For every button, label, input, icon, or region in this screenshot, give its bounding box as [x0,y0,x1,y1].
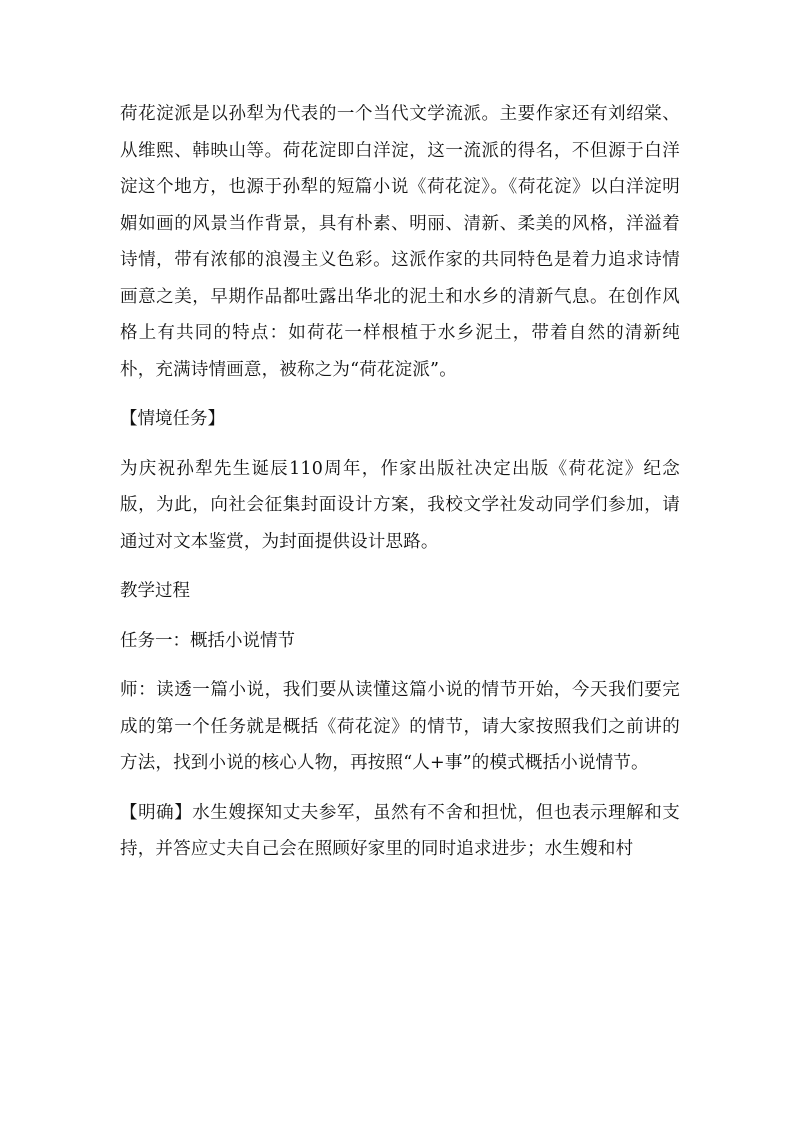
document-page [120,96,680,868]
clarify-paragraph: 【明确】水生嫂探知丈夫参军，虽然有不舍和担忧，但也表示理解和支持，并答应丈夫自己会在照顾好家里的同时追求进步；水生嫂和村 [120,802,680,859]
spacer [120,610,680,623]
spacer [120,388,680,401]
teaching-process-heading: 教学过程 [120,581,190,601]
situation-task-paragraph: 为庆祝孙犁先生诞辰110周年，作家出版社决定出版《荷花淀》纪念版，为此，向社会征集封面设计方案，我校文学社发动同学们参加，请通过对文本鉴赏，为封面提供设计思路。 [120,458,680,552]
teacher-paragraph: 师：读透一篇小说，我们要从读懂这篇小说的情节开始，今天我们要完成的第一个任务就是概括《荷花淀》的情节，请大家按照我们之前讲的方法，找到小说的核心人物，再按照“人+事”的模式概括小说情节。 [120,680,680,773]
situation-task-heading: 【情境任务】 [120,409,225,429]
spacer [120,560,680,573]
spacer [120,659,680,672]
spacer [120,438,680,451]
task-one-heading: 任务一：概括小说情节 [120,630,295,651]
spacer [120,782,680,795]
intro-paragraph: 荷花淀派是以孙犁为代表的一个当代文学流派。主要作家还有刘绍棠、从维熙、韩映山等。荷花淀即白洋淀，这一流派的得名，不但源于白洋淀这个地方，也源于孙犁的短篇小说《荷花淀》。《荷花淀》以白洋淀明媚如画的风景当作背景，具有朴素、明丽、清新、柔美的风格，洋溢着诗情，带有浓郁的浪漫主义色彩。这派作家的共同特色是着力追求诗情画意之美，早期作品都吐露出华北的泥土和水乡的清新气息。在创作风格上有共同的特点：如荷花一样根植于水乡泥土，带着自然的清新纯朴，充满诗情画意，被称之为“荷花淀派”。 [120,104,680,380]
